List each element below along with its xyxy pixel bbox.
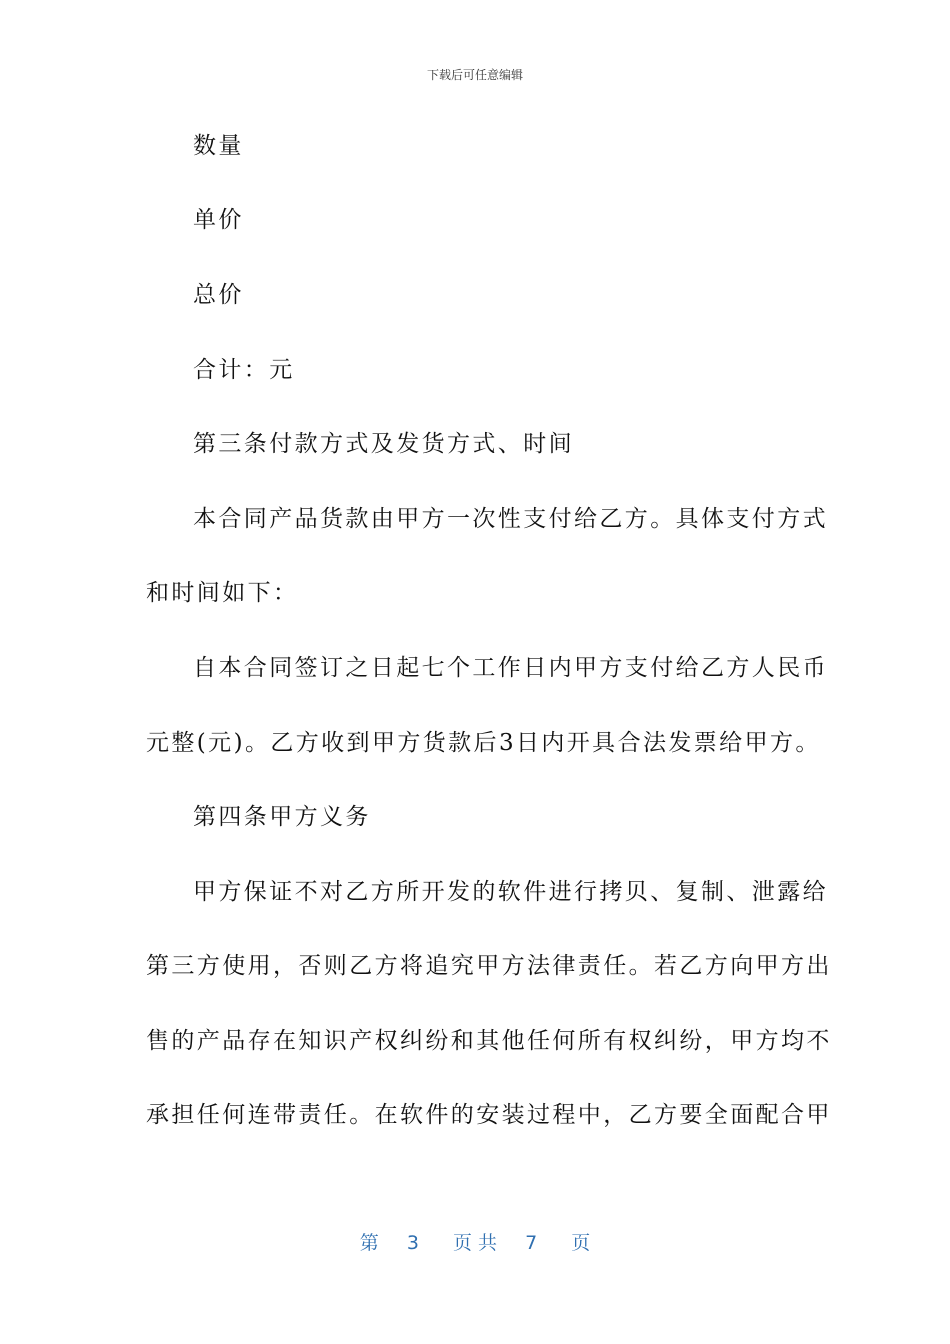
- text-line: 自本合同签订之日起七个工作日内甲方支付给乙方人民币: [193, 655, 828, 681]
- footer-total-pages: 7: [525, 1232, 538, 1254]
- text-line: 合计：元: [193, 357, 295, 383]
- text-line: 元整(元)。乙方收到甲方货款后3日内开具合法发票给甲方。: [146, 730, 821, 756]
- text-line: 单价: [193, 207, 244, 233]
- text-line: 第三方使用，否则乙方将追究甲方法律责任。若乙方向甲方出: [146, 953, 832, 979]
- text-line: 售的产品存在知识产权纠纷和其他任何所有权纠纷，甲方均不: [146, 1028, 832, 1054]
- footer-total-suffix: 页: [571, 1232, 591, 1254]
- section-heading: 第四条甲方义务: [193, 804, 371, 830]
- text-line: 甲方保证不对乙方所开发的软件进行拷贝、复制、泄露给: [193, 879, 828, 905]
- text-line: 承担任何连带责任。在软件的安装过程中，乙方要全面配合甲: [146, 1102, 832, 1128]
- page-footer: [0, 1228, 950, 1255]
- text-line: 总价: [193, 282, 244, 308]
- section-heading: 第三条付款方式及发货方式、时间: [193, 431, 574, 457]
- footer-total-prefix: 页 共: [452, 1232, 498, 1254]
- text-line: 和时间如下：: [146, 580, 299, 606]
- text-line: 本合同产品货款由甲方一次性支付给乙方。具体支付方式: [193, 506, 828, 532]
- page-header: 下载后可任意编辑: [426, 68, 523, 82]
- footer-page-number: 3: [406, 1232, 419, 1254]
- footer-page-label: 第: [359, 1232, 379, 1254]
- text-line: 数量: [193, 133, 244, 159]
